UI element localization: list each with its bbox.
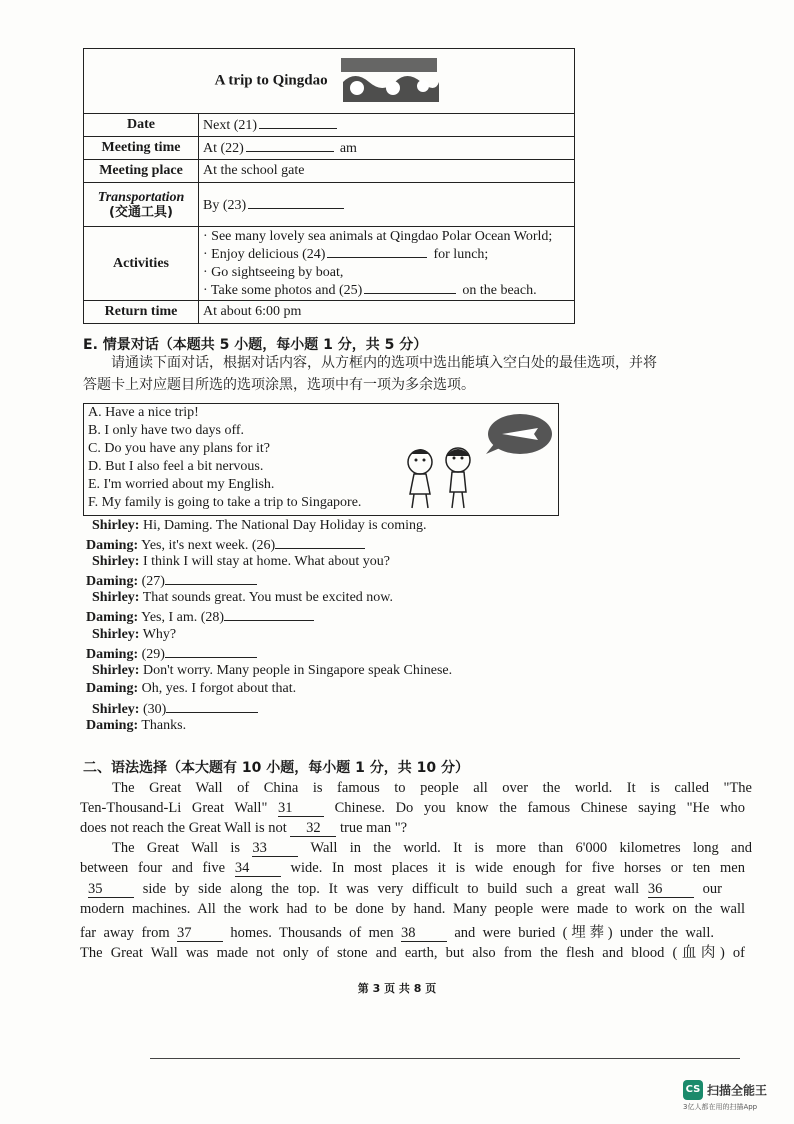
row-label: Transportation (交通工具) [84, 183, 199, 227]
activities-list [199, 227, 575, 301]
row-value: Next (21) [199, 114, 575, 137]
passage-line [88, 881, 722, 898]
trip-table [83, 48, 575, 324]
activity-item: · Take some photos and (25) on the beach. [203, 283, 537, 298]
passage-text: does not reach the Great Wall is not [80, 820, 291, 836]
numbered-blank-36: 36 [648, 882, 694, 898]
passage-line [80, 820, 407, 837]
divider [150, 1058, 740, 1059]
passage-text: The Great Wall of China is famous to people all over the world. It is called "The [112, 780, 752, 796]
passage-text: our [693, 881, 722, 897]
option-item: F. My family is going to take a trip to Singapore. [88, 495, 362, 510]
dialogue-line: Shirley: I think I will stay at home. What about you? [92, 554, 390, 569]
dialogue-line: Shirley: (30) [92, 700, 258, 718]
row-value: By (23) [199, 183, 575, 227]
scanner-tagline: 3亿人都在用的扫描App [683, 1103, 758, 1111]
dialogue-line: Daming: Yes, it's next week. (26) [86, 536, 365, 554]
answer-blank-26 [275, 536, 365, 549]
answer-blank-23 [248, 196, 344, 209]
answer-blank-28 [224, 608, 314, 621]
dialogue-line: Shirley: That sounds great. You must be excited now. [92, 590, 393, 605]
numbered-blank-32: 32 [290, 821, 336, 837]
answer-blank-24 [327, 245, 427, 258]
row-label: Meeting time [84, 137, 199, 160]
passage-text: between four and five [80, 860, 235, 876]
passage-text: The Great Wall was made not only of stone and earth, but also from the flesh and blood (血肉) of [80, 945, 745, 961]
section-e-instruction: 请通读下面对话，根据对话内容，从方框内的选项中选出能填入空白处的最佳选项，并将 [111, 355, 657, 371]
option-item: E. I'm worried about my English. [88, 477, 275, 492]
answer-blank-30 [166, 700, 258, 713]
dialogue-line: Daming: (29) [86, 645, 257, 663]
passage-text: true man "? [336, 820, 408, 836]
numbered-blank-33: 33 [252, 841, 298, 857]
passage-text: The Great Wall is [112, 840, 253, 856]
table-row [84, 301, 575, 324]
passage-text: Wall in the world. It is more than 6'000 kilometres long and [298, 840, 752, 856]
dialogue-line: Shirley: Hi, Daming. The National Day Holiday is coming. [92, 518, 427, 533]
table-title: A trip to Qingdao [214, 72, 328, 89]
row-label: Activities [84, 227, 199, 301]
numbered-blank-34: 34 [235, 861, 281, 877]
passage-line [80, 860, 745, 877]
passage-line [80, 800, 745, 817]
row-label: Meeting place [84, 160, 199, 183]
table-title-row [84, 49, 575, 114]
passage-line [80, 901, 745, 918]
table-row [84, 137, 575, 160]
passage-text: wide. In most places it is wide enough for five horses or ten men [280, 860, 745, 876]
section-e-heading: E. 情景对话（本题共 5 小题，每小题 1 分，共 5 分） [83, 337, 428, 353]
numbered-blank-35: 35 [88, 882, 134, 898]
option-item: A. Have a nice trip! [88, 405, 199, 420]
dialogue-line: Daming: (27) [86, 572, 257, 590]
row-label: Return time [84, 301, 199, 324]
answer-blank-21 [259, 116, 337, 129]
dialogue-line: Daming: Yes, I am. (28) [86, 608, 314, 626]
scanner-brand: 扫描全能王 [707, 1083, 768, 1098]
fireworks-illustration [335, 52, 443, 110]
activity-item: · Go sightseeing by boat, [203, 264, 344, 280]
passage-text: Chinese. Do you know the famous Chinese saying "He who [324, 800, 745, 816]
activity-item: · Enjoy delicious (24) for lunch; [203, 247, 489, 262]
passage-line [112, 840, 752, 857]
row-value: At the school gate [199, 160, 575, 183]
answer-blank-27 [165, 572, 257, 585]
dialogue-line: Shirley: Why? [92, 627, 177, 642]
passage-line [112, 780, 752, 797]
table-row [84, 160, 575, 183]
passage-text: far away from [80, 925, 177, 941]
passage-text: Ten-Thousand-Li Great Wall" [80, 800, 278, 816]
dialogue-line: Daming: Oh, yes. I forgot about that. [86, 681, 297, 696]
kids-airplane-illustration [402, 410, 556, 510]
table-row [84, 114, 575, 137]
dialogue-line: Shirley: Don't worry. Many people in Singapore speak Chinese. [92, 663, 453, 678]
option-item: B. I only have two days off. [88, 423, 245, 438]
section-e-instruction: 答题卡上对应题目所选的选项涂黑，选项中有一项为多余选项。 [83, 377, 475, 393]
row-value: At (22) am [199, 137, 575, 160]
row-label: Date [84, 114, 199, 137]
numbered-blank-31: 31 [278, 801, 324, 817]
numbered-blank-38: 38 [401, 926, 447, 942]
table-row [84, 183, 575, 227]
passage-line [80, 941, 745, 962]
table-row [84, 227, 575, 301]
page-number: 第 3 页 共 8 页 [357, 982, 437, 995]
numbered-blank-37: 37 [177, 926, 223, 942]
answer-blank-22 [246, 139, 334, 152]
passage-text: homes. Thousands of men [223, 925, 401, 941]
answer-blank-25 [364, 281, 456, 294]
passage-text: modern machines. All the work had to be done by hand. Many people were made to work on the wall [80, 901, 745, 917]
activity-item: · See many lovely sea animals at Qingdao Polar Ocean World; [203, 228, 553, 244]
row-value: At about 6:00 pm [199, 301, 575, 324]
passage-line [80, 921, 714, 942]
passage-text: and were buried (埋葬) under the wall. [446, 925, 714, 941]
grammar-section-heading: 二、语法选择（本大题有 10 小题，每小题 1 分，共 10 分） [83, 760, 469, 776]
passage-text: side by side along the top. It was very difficult to build such a great wall [134, 881, 648, 897]
dialogue-line: Daming: Thanks. [86, 718, 187, 733]
option-item: C. Do you have any plans for it? [88, 441, 270, 456]
scanner-watermark [683, 1080, 767, 1112]
options-box [83, 403, 559, 516]
scanner-logo: CS [683, 1080, 703, 1100]
answer-blank-29 [165, 645, 257, 658]
option-item: D. But I also feel a bit nervous. [88, 459, 264, 474]
